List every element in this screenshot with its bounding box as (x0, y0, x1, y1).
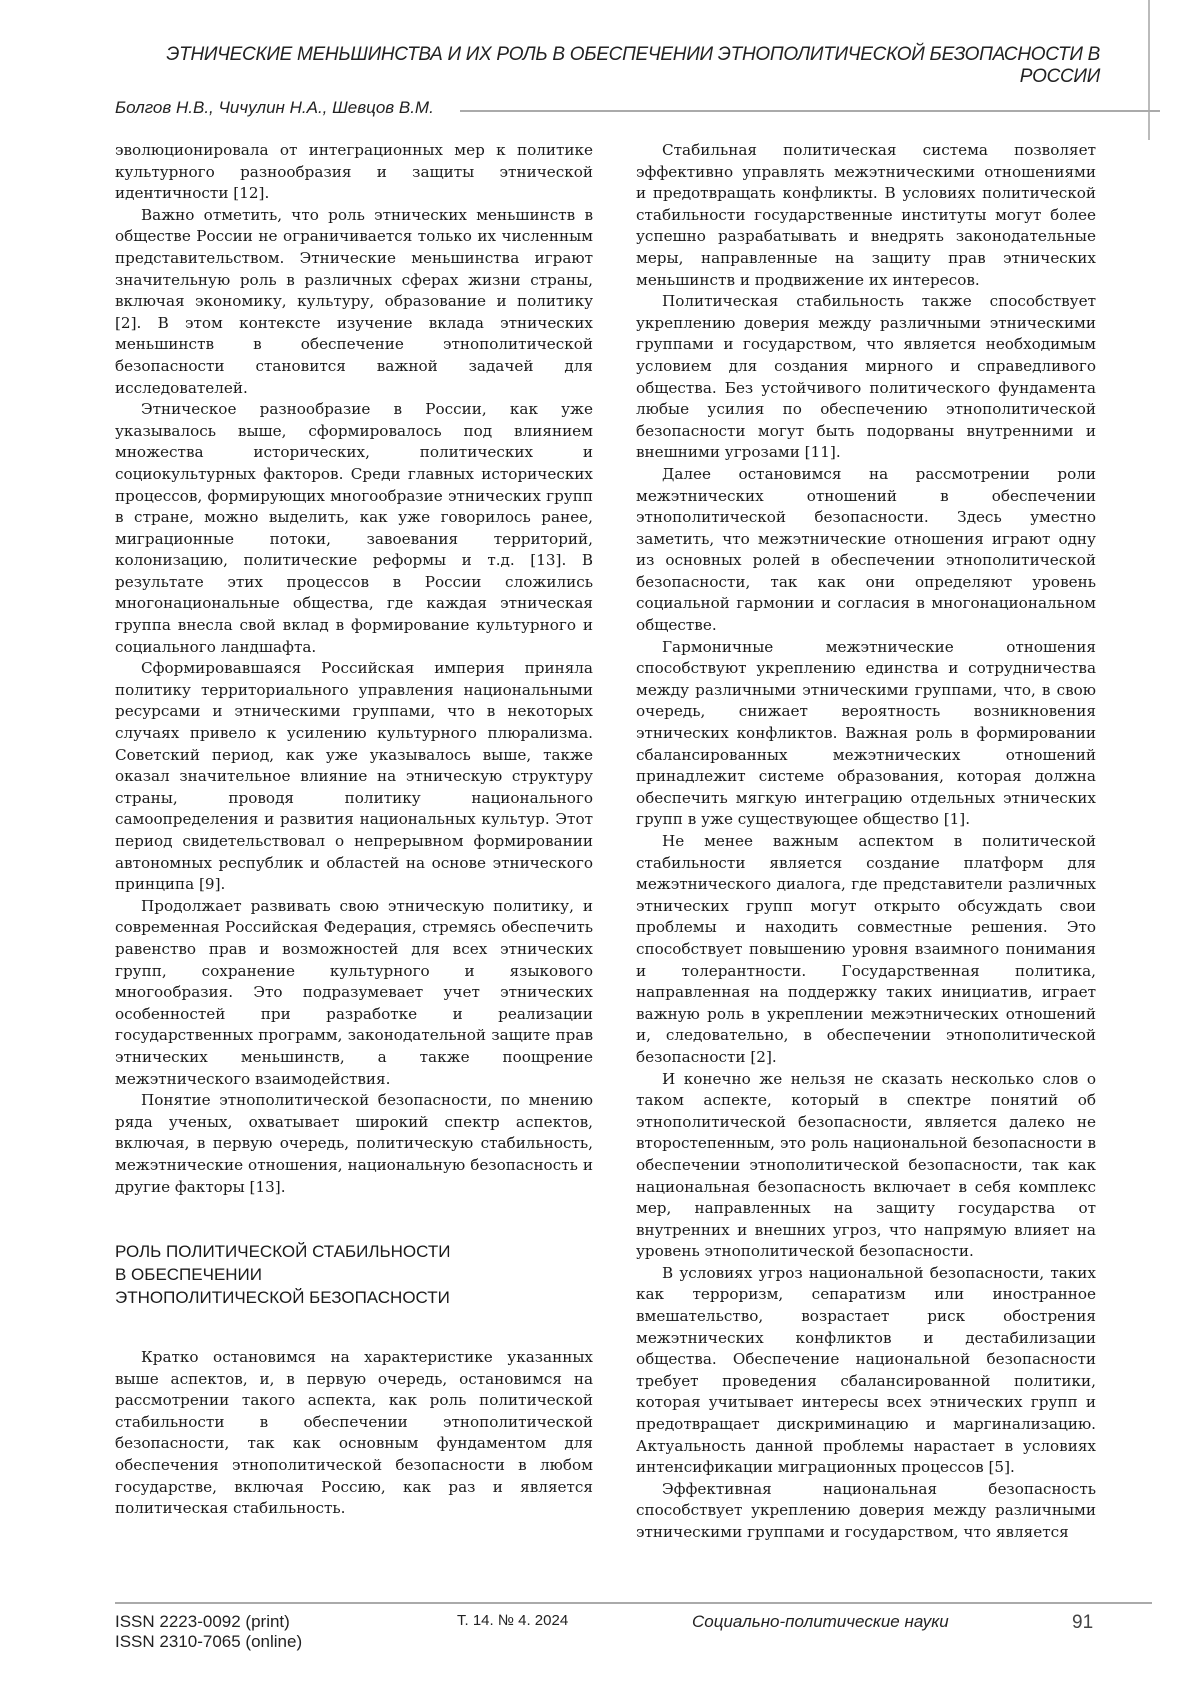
paragraph: Важно отметить, что роль этнических меньшинств в обществе России не ограничивается только их численным представительством. Этнические меньшинства играют значительную роль в различных сферах жизни страны, включая экономику, культуру, образование и политику [2]. В этом контексте изучение вклада этнических меньшинств в обеспечение этнополитической безопасности становится важной задачей для исследователей. (115, 205, 593, 399)
paragraph: Гармоничные межэтнические отношения способствуют укреплению единства и сотрудничества между различными этническими группами, что, в свою очередь, снижает вероятность возникновения этнических конфликтов. Важная роль в формировании сбалансированных межэтнических отношений принадлежит системе образования, которая должна обеспечить мягкую интеграцию отдельных этнических групп в уже существующее общество [1]. (636, 637, 1096, 831)
paragraph: И конечно же нельзя не сказать несколько слов о таком аспекте, который в спектре понятий об этнополитической безопасности, является далеко не второстепенным, это роль национальной безопасности в обеспечении этнополитической безопасности, так как национальная безопасность включает в себя комплекс мер, направленных на защиту государства от внутренних и внешних угроз, что напрямую влияет на уровень этнополитической безопасности. (636, 1069, 1096, 1263)
running-title: ЭТНИЧЕСКИЕ МЕНЬШИНСТВА И ИХ РОЛЬ В ОБЕСПЕЧЕНИИ ЭТНОПОЛИТИЧЕСКОЙ БЕЗОПАСНОСТИ В РОССИИ (150, 44, 1100, 88)
paragraph: Этническое разнообразие в России, как уже указывалось выше, сформировалось под влиянием множества исторических, политических и социокультурных факторов. Среди главных исторических процессов, формирующих многообразие этнических групп в стране, можно выделить, как уже говорилось ранее, миграционные потоки, завоевания территорий, колонизацию, политические реформы и т.д. [13]. В результате этих процессов в России сложились многонациональные общества, где каждая этническая группа внесла свой вклад в формирование культурного и социального ландшафта. (115, 399, 593, 658)
paragraph: Политическая стабильность также способствует укреплению доверия между различными этническими группами и государством, что является необходимым условием для создания мирного и справедливого общества. Без устойчивого политического фундамента любые усилия по обеспечению этнополитической безопасности могут быть подорваны внутренними и внешними угрозами [11]. (636, 291, 1096, 464)
section-heading-line: В ОБЕСПЕЧЕНИИ (115, 1263, 593, 1286)
issn-block (115, 1612, 302, 1652)
header-divider-vertical (1148, 0, 1150, 140)
paragraph: Далее остановимся на рассмотрении роли межэтнических отношений в обеспечении этнополитической безопасности. Здесь уместно заметить, что межэтнические отношения играют одну из основных ролей в обеспечении этнополитической безопасности, так как они определяют уровень социальной гармонии и согласия в многонациональном обществе. (636, 464, 1096, 637)
paragraph: Сформировавшаяся Российская империя приняла политику территориального управления национальными ресурсами и этническими группами, что в некоторых случаях привело к усилению культурного плюрализма. Советский период, как уже указывалось выше, также оказал значительное влияние на этническую структуру страны, проводя политику национального самоопределения и развития национальных культур. Этот период свидетельствовал о непрерывном формировании автономных республик и областей на основе этнического принципа [9]. (115, 658, 593, 896)
issn-print: ISSN 2223-0092 (print) (115, 1612, 302, 1632)
paragraph: Продолжает развивать свою этническую политику, и современная Российская Федерация, стремясь обеспечить равенство прав и возможностей для всех этнических групп, сохранение культурного и языкового многообразия. Это подразумевает учет этнических особенностей при разработке и реализации государственных программ, законодательной защите прав этнических меньшинств, а также поощрение межэтнического взаимодействия. (115, 896, 593, 1090)
paragraph: Кратко остановимся на характеристике указанных выше аспектов, и, в первую очередь, остановимся на рассмотрении такого аспекта, как роль политической стабильности в обеспечении этнополитической безопасности, так как основным фундаментом для обеспечения этнополитической безопасности в любом государстве, включая Россию, как раз и является политическая стабильность. (115, 1347, 593, 1520)
paragraph: Не менее важным аспектом в политической стабильности является создание платформ для межэтнического диалога, где представители различных этнических групп могут открыто обсуждать свои проблемы и находить совместные решения. Это способствует повышению уровня взаимного понимания и толерантности. Государственная политика, направленная на поддержку таких инициатив, играет важную роль в укреплении межэтнических отношений и, следовательно, в обеспечении этнополитической безопасности [2]. (636, 831, 1096, 1069)
volume-issue: Т. 14. № 4. 2024 (457, 1612, 568, 1629)
left-column (115, 140, 593, 1520)
paragraph: Эффективная национальная безопасность способствует укреплению доверия между различными этническими группами и государством, что является (636, 1479, 1096, 1544)
header-divider (460, 110, 1160, 112)
paragraph: В условиях угроз национальной безопасности, таких как терроризм, сепаратизм или иностранное вмешательство, возрастает риск обострения межэтнических конфликтов и дестабилизации общества. Обеспечение национальной безопасности требует проведения сбалансированной политики, которая учитывает интересы всех этнических групп и предотвращает дискриминацию и маргинализацию. Актуальность данной проблемы нарастает в условиях интенсификации миграционных процессов [5]. (636, 1263, 1096, 1479)
journal-name: Социально-политические науки (692, 1612, 949, 1632)
footer-divider (115, 1602, 1152, 1604)
page-number: 91 (1072, 1612, 1093, 1634)
section-heading-line: РОЛЬ ПОЛИТИЧЕСКОЙ СТАБИЛЬНОСТИ (115, 1240, 593, 1263)
authors: Болгов Н.В., Чичулин Н.А., Шевцов В.М. (115, 98, 434, 118)
issn-online: ISSN 2310-7065 (online) (115, 1632, 302, 1652)
right-column (636, 140, 1096, 1544)
paragraph: Понятие этнополитической безопасности, по мнению ряда ученых, охватывает широкий спектр аспектов, включая, в первую очередь, политическую стабильность, межэтнические отношения, национальную безопасность и другие факторы [13]. (115, 1090, 593, 1198)
paragraph: эволюционировала от интеграционных мер к политике культурного разнообразия и защиты этнической идентичности [12]. (115, 140, 593, 205)
section-heading-line: ЭТНОПОЛИТИЧЕСКОЙ БЕЗОПАСНОСТИ (115, 1286, 593, 1309)
paragraph: Стабильная политическая система позволяет эффективно управлять межэтническими отношениями и предотвращать конфликты. В условиях политической стабильности государственные институты могут более успешно разрабатывать и внедрять законодательные меры, направленные на защиту прав этнических меньшинств и продвижение их интересов. (636, 140, 1096, 291)
section-heading (115, 1240, 593, 1309)
